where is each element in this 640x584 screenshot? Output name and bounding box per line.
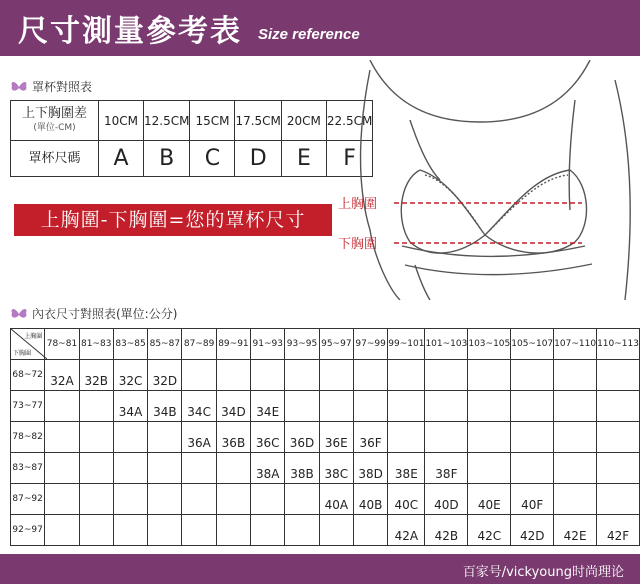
size-cell <box>353 360 387 391</box>
cup-size-row <box>11 141 373 177</box>
cup-table <box>10 100 373 177</box>
size-cell: 38C <box>319 453 353 484</box>
size-cell: 38E <box>388 453 425 484</box>
size-cell: 42A <box>388 515 425 546</box>
size-cell: 34E <box>251 391 285 422</box>
size-column-header: 78~81 <box>45 329 79 360</box>
size-cell: 36C <box>251 422 285 453</box>
size-cell <box>388 422 425 453</box>
size-cell: 34A <box>113 391 147 422</box>
footer-credit: 百家号/vickyoung时尚理论 <box>462 565 624 580</box>
cup-size-header: 罩杯尺碼 <box>11 141 99 177</box>
size-cell <box>79 515 113 546</box>
diff-cell: 12.5CM <box>144 101 190 141</box>
size-cell <box>45 453 79 484</box>
size-cell <box>511 422 554 453</box>
cup-cell: D <box>235 141 281 177</box>
size-cell: 42E <box>554 515 597 546</box>
size-cell <box>319 391 353 422</box>
size-cell <box>554 453 597 484</box>
size-row-header: 73~77 <box>11 391 45 422</box>
size-cell <box>148 515 182 546</box>
size-row-header: 87~92 <box>11 484 45 515</box>
size-cell <box>285 484 319 515</box>
size-row <box>11 422 640 453</box>
size-cell <box>353 391 387 422</box>
size-cell <box>45 484 79 515</box>
size-column-header: 99~101 <box>388 329 425 360</box>
size-cell: 38D <box>353 453 387 484</box>
size-cell <box>388 391 425 422</box>
size-cell <box>79 422 113 453</box>
size-row <box>11 391 640 422</box>
unit-label: (單位-CM) <box>33 122 76 133</box>
size-header-row <box>11 329 640 360</box>
size-cell <box>182 484 216 515</box>
header-banner <box>0 0 640 56</box>
size-cell: 32A <box>45 360 79 391</box>
size-row <box>11 360 640 391</box>
butterfly-icon <box>10 80 28 94</box>
size-column-header: 103~105 <box>468 329 511 360</box>
size-cell <box>113 484 147 515</box>
size-cell <box>285 360 319 391</box>
size-cell <box>45 422 79 453</box>
size-cell <box>216 515 250 546</box>
size-cell <box>216 453 250 484</box>
butterfly-icon <box>10 307 28 321</box>
size-cell: 36D <box>285 422 319 453</box>
size-column-header: 95~97 <box>319 329 353 360</box>
cup-cell: F <box>326 141 372 177</box>
size-cell <box>319 360 353 391</box>
size-cell: 36F <box>353 422 387 453</box>
page-subtitle: Size reference <box>258 26 360 43</box>
size-cell <box>511 453 554 484</box>
size-cell <box>113 515 147 546</box>
size-cell: 40C <box>388 484 425 515</box>
cup-cell: E <box>281 141 326 177</box>
size-cell <box>468 391 511 422</box>
size-cell: 40F <box>511 484 554 515</box>
size-cell <box>425 422 468 453</box>
size-column-header: 107~110 <box>554 329 597 360</box>
size-cell: 34C <box>182 391 216 422</box>
cup-cell: A <box>99 141 144 177</box>
cup-section-label <box>10 78 92 95</box>
size-cell: 32D <box>148 360 182 391</box>
size-cell <box>45 391 79 422</box>
size-column-header: 97~99 <box>353 329 387 360</box>
size-cell <box>468 453 511 484</box>
size-cell <box>45 515 79 546</box>
size-cell: 42D <box>511 515 554 546</box>
size-cell: 34B <box>148 391 182 422</box>
size-cell: 32B <box>79 360 113 391</box>
corner-cell <box>11 329 45 360</box>
size-cell <box>216 360 250 391</box>
size-cell <box>388 360 425 391</box>
size-cell: 36A <box>182 422 216 453</box>
size-column-header: 81~83 <box>79 329 113 360</box>
cup-diff-row <box>11 101 373 141</box>
size-cell <box>554 391 597 422</box>
size-cell: 40A <box>319 484 353 515</box>
size-cell <box>148 484 182 515</box>
size-cell <box>113 422 147 453</box>
size-cell <box>597 391 640 422</box>
size-row-header: 92~97 <box>11 515 45 546</box>
size-cell <box>597 484 640 515</box>
size-row <box>11 453 640 484</box>
size-cell <box>511 360 554 391</box>
size-table <box>10 328 640 546</box>
size-column-header: 110~113 <box>597 329 640 360</box>
size-row-header: 78~82 <box>11 422 45 453</box>
size-cell <box>79 453 113 484</box>
under-bust-label: 下胸圍 <box>338 237 378 252</box>
size-cell <box>319 515 353 546</box>
bra-illustration <box>330 60 640 300</box>
size-column-header: 101~103 <box>425 329 468 360</box>
size-cell <box>251 515 285 546</box>
size-cell <box>285 515 319 546</box>
size-cell: 38F <box>425 453 468 484</box>
diff-label: 上下胸圍差 <box>21 105 87 121</box>
upper-bust-label: 上胸圍 <box>338 197 378 212</box>
size-section-text: 內衣尺寸對照表(單位:公分) <box>32 307 178 321</box>
diff-cell: 22.5CM <box>326 101 372 141</box>
size-cell <box>511 391 554 422</box>
size-row-header: 83~87 <box>11 453 45 484</box>
size-cell <box>597 422 640 453</box>
corner-top-label: 上胸圍 <box>24 333 43 340</box>
cup-diff-header <box>11 101 99 141</box>
size-cell <box>251 484 285 515</box>
size-cell <box>285 391 319 422</box>
size-cell: 42C <box>468 515 511 546</box>
size-cell <box>597 453 640 484</box>
size-cell: 42F <box>597 515 640 546</box>
cup-formula-banner: 上胸圍-下胸圍=您的罩杯尺寸 <box>14 204 332 236</box>
size-cell <box>182 360 216 391</box>
size-cell <box>597 360 640 391</box>
size-cell: 42B <box>425 515 468 546</box>
size-cell: 32C <box>113 360 147 391</box>
size-cell: 40B <box>353 484 387 515</box>
size-cell: 38A <box>251 453 285 484</box>
size-cell: 36B <box>216 422 250 453</box>
size-column-header: 87~89 <box>182 329 216 360</box>
size-section-label <box>10 305 177 322</box>
size-cell <box>113 453 147 484</box>
page-title: 尺寸測量參考表 <box>18 14 242 49</box>
cup-cell: C <box>190 141 235 177</box>
size-cell <box>148 422 182 453</box>
size-row <box>11 484 640 515</box>
diff-cell: 10CM <box>99 101 144 141</box>
size-column-header: 89~91 <box>216 329 250 360</box>
cup-cell: B <box>144 141 190 177</box>
size-row <box>11 515 640 546</box>
size-cell: 38B <box>285 453 319 484</box>
size-cell <box>468 360 511 391</box>
size-cell <box>554 484 597 515</box>
size-column-header: 105~107 <box>511 329 554 360</box>
size-cell: 36E <box>319 422 353 453</box>
size-cell <box>554 422 597 453</box>
size-cell <box>182 453 216 484</box>
size-cell <box>79 484 113 515</box>
size-cell <box>353 515 387 546</box>
size-cell <box>251 360 285 391</box>
size-cell <box>554 360 597 391</box>
size-cell <box>182 515 216 546</box>
size-cell: 40E <box>468 484 511 515</box>
cup-section-text: 罩杯對照表 <box>32 80 93 94</box>
diff-cell: 15CM <box>190 101 235 141</box>
size-column-header: 83~85 <box>113 329 147 360</box>
size-cell <box>216 484 250 515</box>
diff-cell: 20CM <box>281 101 326 141</box>
size-cell: 34D <box>216 391 250 422</box>
size-cell <box>425 391 468 422</box>
size-cell <box>79 391 113 422</box>
size-column-header: 93~95 <box>285 329 319 360</box>
size-row-header: 68~72 <box>11 360 45 391</box>
size-cell <box>425 360 468 391</box>
size-column-header: 85~87 <box>148 329 182 360</box>
size-column-header: 91~93 <box>251 329 285 360</box>
footer-bar <box>0 554 640 584</box>
diff-cell: 17.5CM <box>235 101 281 141</box>
corner-bottom-label: 下胸圍 <box>13 350 32 357</box>
size-cell: 40D <box>425 484 468 515</box>
size-cell <box>468 422 511 453</box>
size-cell <box>148 453 182 484</box>
